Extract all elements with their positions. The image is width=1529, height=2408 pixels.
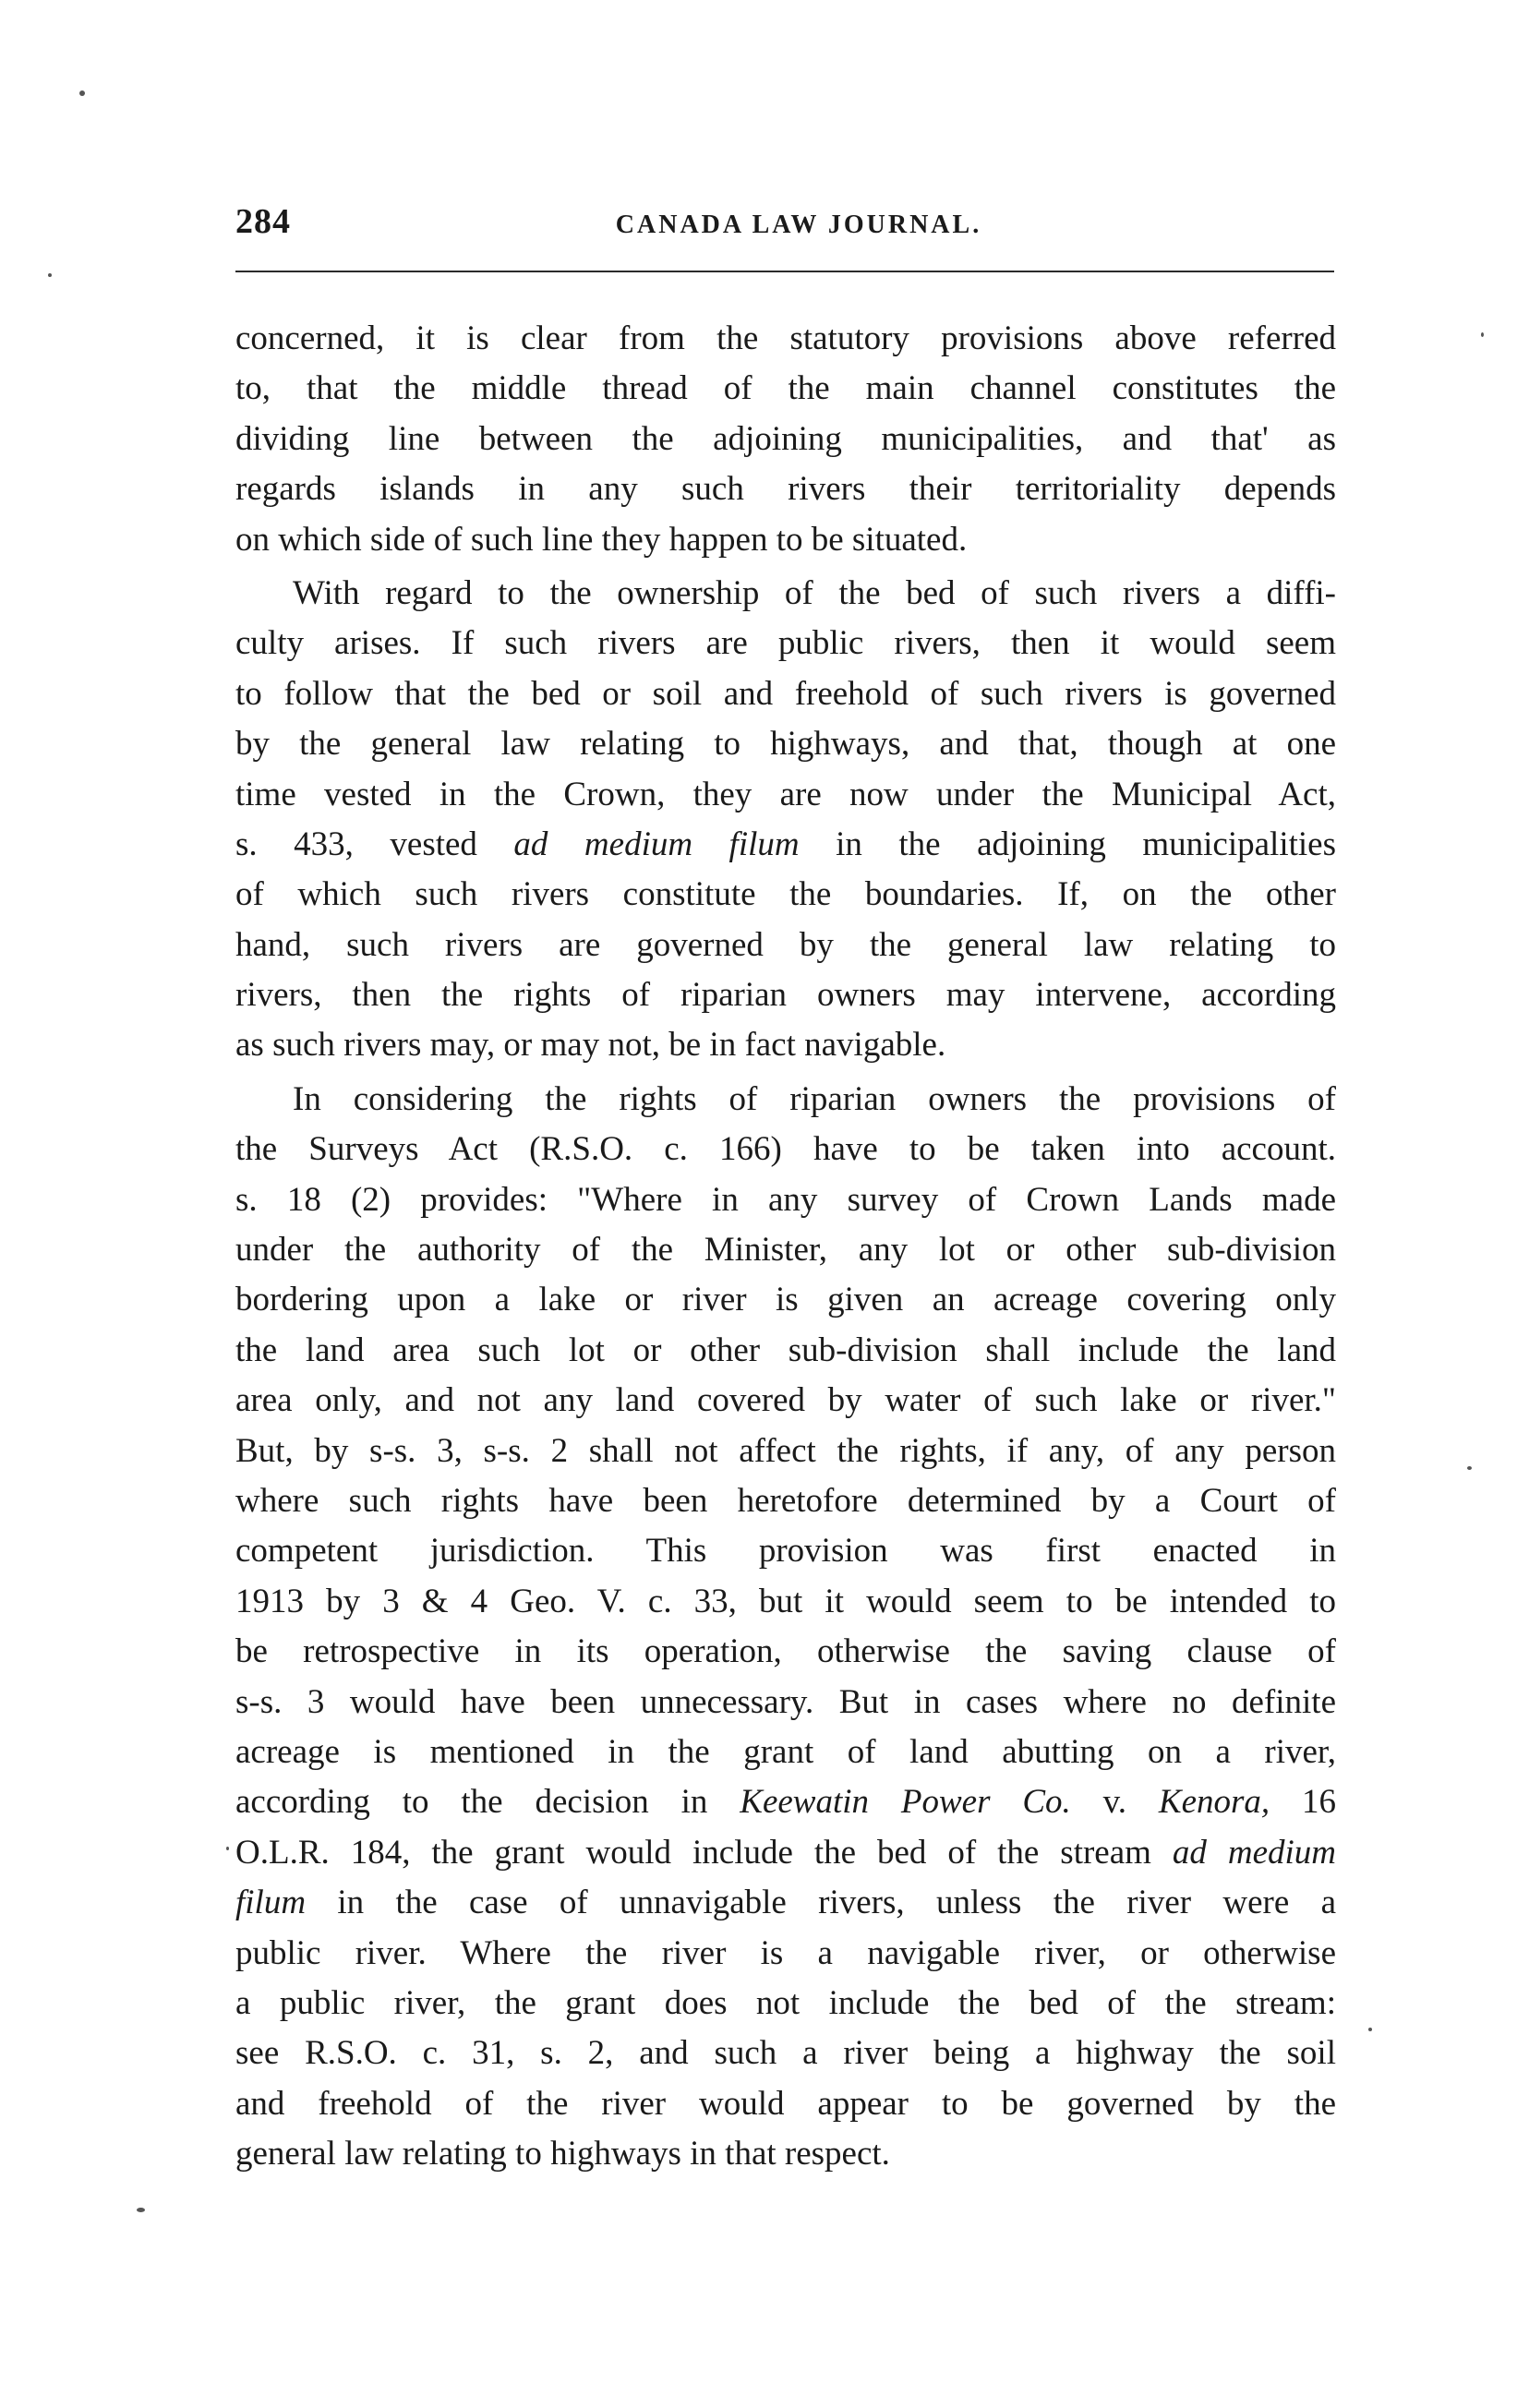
text-line: a public river, the grant does not include the bed of the stream: — [235, 1983, 1336, 2022]
text-line: as such rivers may, or may not, be in fact navigable. — [235, 1026, 946, 1065]
scan-speck — [226, 1847, 229, 1850]
italic-term: Keewatin Power Co. — [740, 1783, 1071, 1822]
text-line: under the authority of the Minister, any lot or other sub-division — [235, 1231, 1336, 1270]
italic-term: filum — [235, 1884, 307, 1922]
text-line — [235, 1828, 1336, 1878]
text-segment: in the case of unnavigable rivers, unless the river were a — [306, 1884, 1336, 1922]
text-line — [235, 820, 1336, 870]
text-line: acreage is mentioned in the grant of land abutting on a river, — [235, 1732, 1336, 1771]
text-line: 1913 by 3 & 4 Geo. V. c. 33, but it would seem to be intended to — [235, 1582, 1336, 1620]
text-line — [235, 1777, 1336, 1827]
text-line: of which such rivers constitute the boundaries. If, on the other — [235, 875, 1336, 914]
text-line: s-s. 3 would have been unnecessary. But in cases where no definite — [235, 1682, 1336, 1721]
text-segment: O.L.R. 184, the grant would include the bed of the stream — [235, 1833, 1173, 1872]
journal-title: CANADA LAW JOURNAL. — [615, 211, 982, 239]
running-head — [235, 201, 1334, 253]
scan-speck — [48, 273, 52, 277]
text-line: But, by s-s. 3, s-s. 2 shall not affect the rights, if any, of any person — [235, 1431, 1336, 1470]
text-line: hand, such rivers are governed by the general law relating to — [235, 925, 1336, 964]
italic-term: ad medium — [1172, 1833, 1336, 1872]
text-line: area only, and not any land covered by water of such lake or river." — [235, 1381, 1336, 1420]
scan-speck — [1467, 1466, 1472, 1470]
text-line: concerned, it is clear from the statutory provisions above referred — [235, 319, 1336, 357]
italic-term: ad medium filum — [513, 825, 800, 863]
italic-term: Kenora, — [1158, 1783, 1270, 1822]
text-segment: according to the decision in — [235, 1783, 740, 1822]
text-segment: v. — [1070, 1783, 1159, 1822]
scan-speck — [79, 90, 85, 96]
text-line: competent jurisdiction. This provision was first enacted in — [235, 1532, 1336, 1571]
text-line: and freehold of the river would appear to be governed by the — [235, 2084, 1336, 2123]
text-line: dividing line between the adjoining municipalities, and that' as — [235, 419, 1336, 458]
text-line: With regard to the ownership of the bed of such rivers a diffi- — [293, 573, 1336, 612]
text-line: to, that the middle thread of the main channel constitutes the — [235, 369, 1336, 408]
text-line: general law relating to highways in that respect. — [235, 2135, 890, 2173]
page-number: 284 — [235, 202, 291, 241]
text-segment: s. 433, vested — [235, 825, 514, 863]
text-line: s. 18 (2) provides: "Where in any survey of Crown Lands made — [235, 1180, 1336, 1219]
text-line: on which side of such line they happen to be situated. — [235, 520, 968, 559]
text-line: where such rights have been heretofore determined by a Court of — [235, 1481, 1336, 1520]
text-segment: 16 — [1270, 1783, 1337, 1822]
text-line: to follow that the bed or soil and freehold of such rivers is governed — [235, 674, 1336, 713]
text-line: see R.S.O. c. 31, s. 2, and such a river being a highway the soil — [235, 2034, 1336, 2073]
text-line: be retrospective in its operation, otherwise the saving clause of — [235, 1632, 1336, 1671]
text-line: In considering the rights of riparian owners the provisions of — [293, 1079, 1336, 1118]
header-rule — [235, 271, 1334, 272]
text-line: time vested in the Crown, they are now under the Municipal Act, — [235, 775, 1336, 813]
text-line: regards islands in any such rivers their territoriality depends — [235, 470, 1336, 509]
text-line: culty arises. If such rivers are public rivers, then it would seem — [235, 624, 1336, 663]
text-line: by the general law relating to highways, and that, though at one — [235, 725, 1336, 764]
body-text — [235, 314, 1336, 2179]
text-segment: in the adjoining municipalities — [799, 825, 1336, 863]
text-line: rivers, then the rights of riparian owners may intervene, according — [235, 976, 1336, 1015]
scan-speck — [1368, 2028, 1372, 2031]
text-line: public river. Where the river is a navigable river, or otherwise — [235, 1933, 1336, 1972]
text-line: the Surveys Act (R.S.O. c. 166) have to be taken into account. — [235, 1130, 1336, 1169]
text-line: bordering upon a lake or river is given an acreage covering only — [235, 1281, 1336, 1319]
text-line: the land area such lot or other sub-division shall include the land — [235, 1330, 1336, 1369]
text-line — [235, 1878, 1336, 1928]
scan-speck — [1481, 332, 1484, 337]
scan-speck — [137, 2208, 145, 2212]
